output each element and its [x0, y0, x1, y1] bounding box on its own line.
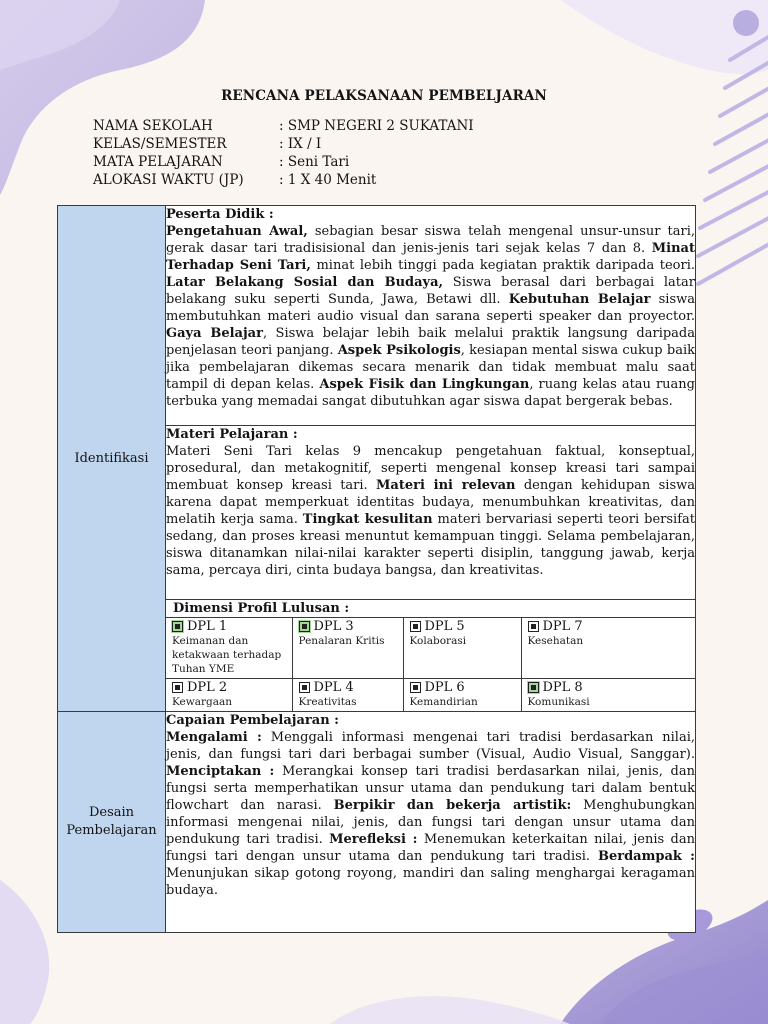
dpl-item	[292, 618, 403, 679]
meta-row-class	[93, 135, 474, 153]
checkbox-checked-icon[interactable]	[172, 621, 183, 632]
school-info	[93, 117, 474, 189]
dpl-desc: Komunikasi	[527, 696, 590, 708]
meta-key: KELAS/SEMESTER	[93, 136, 227, 152]
dpl-desc: Kreativitas	[298, 696, 357, 708]
checkbox-icon[interactable]	[410, 682, 421, 693]
dpl-desc: Keimanan dan ketakwaan terhadap Tuhan YME	[172, 635, 282, 675]
checkbox-icon[interactable]	[299, 682, 310, 693]
peserta-didik-title: Peserta Didik :	[166, 207, 274, 222]
dpl-item	[521, 618, 695, 679]
materi-pelajaran-text: Materi Seni Tari kelas 9 mencakup pengetahuan faktual, konseptual, prosedural, dan metakognitif, seperti mengenal konsep kreasi tari sampai membuat konsep kreasi tari. Materi ini relevan dengan kehidupan siswa karena dapat memperkuat identitas budaya, menumbuhkan kreativitas, dan melatih kerja sama. Tingkat kesulitan materi bervariasi seperti teori bersifat sedang, dan proses kreasi menuntut kemampuan tinggi. Selama pembelajaran, siswa ditanamkan nilai-nilai karakter seperti disiplin, tanggung jawab, kerja sama, percaya diri, cinta budaya bangsa, dan kreativitas.	[166, 444, 695, 578]
checkbox-icon[interactable]	[172, 682, 183, 693]
checkbox-icon[interactable]	[528, 621, 539, 632]
meta-value: : IX / I	[279, 136, 322, 152]
peserta-didik-section	[166, 206, 696, 426]
document-title: RENCANA PELAKSANAAN PEMBELJARAN	[221, 88, 547, 104]
dpl-grid	[166, 617, 695, 711]
meta-value: : SMP NEGERI 2 SUKATANI	[279, 118, 474, 134]
meta-value: : 1 X 40 Menit	[279, 172, 377, 188]
identifikasi-label-text: Identifikasi	[74, 450, 149, 466]
dpl-code: DPL 6	[424, 680, 465, 695]
dimensi-profil-section	[166, 600, 696, 712]
capaian-pembelajaran-text: Mengalami : Menggali informasi mengenai tari tradisi berdasarkan nilai, jenis, dan fungsi tari dari berbagai sumber (Visual, Audio Visual, Sanggar). Menciptakan : Merangkai konsep tari tradisi berdasarkan nilai, jenis, dan fungsi serta memperhatikan unsur utama dan pendukung tari dalam bentuk flowchart dan narasi. Berpikir dan bekerja artistik: Menghubungkan informasi mengenai nilai, jenis, dan fungsi tari dengan unsur utama dan pendukung tari tradisi. Merefleksi : Menemukan keterkaitan nilai, jenis dan fungsi tari dengan unsur utama dan pendukung tari tradisi. Berdampak : Menunjukan sikap gotong royong, mandiri dan saling menghargai keragaman budaya.	[166, 730, 696, 898]
dpl-code: DPL 3	[313, 619, 354, 634]
peserta-didik-text: Pengetahuan Awal, sebagian besar siswa telah mengenal unsur-unsur tari, gerak dasar tari tradisisional dan jenis-jenis tari sejak kelas 7 dan 8. Minat Terhadap Seni Tari, minat lebih tinggi pada kegiatan praktik daripada teori. Latar Belakang Sosial dan Budaya, Siswa berasal dari berbagai latar belakang suku seperti Sunda, Jawa, Betawi dll. Kebutuhan Belajar siswa membutuhkan materi audio visual dan sarana seperti speaker dan proyector. Gaya Belajar, Siswa belajar lebih baik melalui praktik langsung daripada penjelasan teori panjang. Aspek Psikologis, kesiapan mental siswa cukup baik jika pembelajaran dikemas secara menarik dan tidak membuat malu saat tampil di depan kelas. Aspek Fisik dan Lingkungan, ruang kelas atau ruang terbuka yang memadai sangat dibutuhkan agar siswa dapat bergerak bebas.	[166, 224, 696, 409]
checkbox-icon[interactable]	[410, 621, 421, 632]
dpl-desc: Kesehatan	[527, 635, 584, 647]
meta-key: ALOKASI WAKTU (JP)	[93, 172, 244, 188]
meta-value: : Seni Tari	[279, 154, 350, 170]
dpl-code: DPL 2	[187, 680, 228, 695]
dpl-desc: Kemandirian	[409, 696, 478, 708]
dpl-item	[521, 679, 695, 712]
checkbox-checked-icon[interactable]	[528, 682, 539, 693]
dpl-code: DPL 7	[542, 619, 583, 634]
dimensi-profil-title: Dimensi Profil Lulusan :	[173, 601, 350, 616]
dpl-item	[166, 679, 292, 712]
dpl-code: DPL 1	[187, 619, 228, 634]
dpl-code: DPL 8	[542, 680, 583, 695]
desain-label-line2: Pembelajaran	[66, 823, 157, 838]
meta-row-school	[93, 117, 474, 135]
dpl-desc: Kolaborasi	[409, 635, 467, 647]
dpl-item	[166, 618, 292, 679]
meta-row-subject	[93, 153, 474, 171]
dpl-code: DPL 5	[424, 619, 465, 634]
desain-pembelajaran-label	[58, 712, 166, 933]
dpl-item	[403, 679, 521, 712]
capaian-pembelajaran-title: Capaian Pembelajaran :	[166, 713, 339, 728]
dpl-item	[403, 618, 521, 679]
lesson-plan-table	[57, 205, 696, 933]
dpl-item	[292, 679, 403, 712]
materi-pelajaran-section	[166, 426, 696, 600]
identifikasi-label	[58, 206, 166, 712]
capaian-pembelajaran-section	[166, 712, 696, 933]
dpl-desc: Kewargaan	[172, 696, 233, 708]
dpl-desc: Penalaran Kritis	[298, 635, 385, 647]
desain-label-line1: Desain	[88, 805, 135, 820]
materi-pelajaran-title: Materi Pelajaran :	[166, 427, 298, 442]
dpl-code: DPL 4	[313, 680, 354, 695]
meta-key: MATA PELAJARAN	[93, 154, 223, 170]
checkbox-checked-icon[interactable]	[299, 621, 310, 632]
meta-key: NAMA SEKOLAH	[93, 118, 213, 134]
meta-row-time	[93, 171, 474, 189]
